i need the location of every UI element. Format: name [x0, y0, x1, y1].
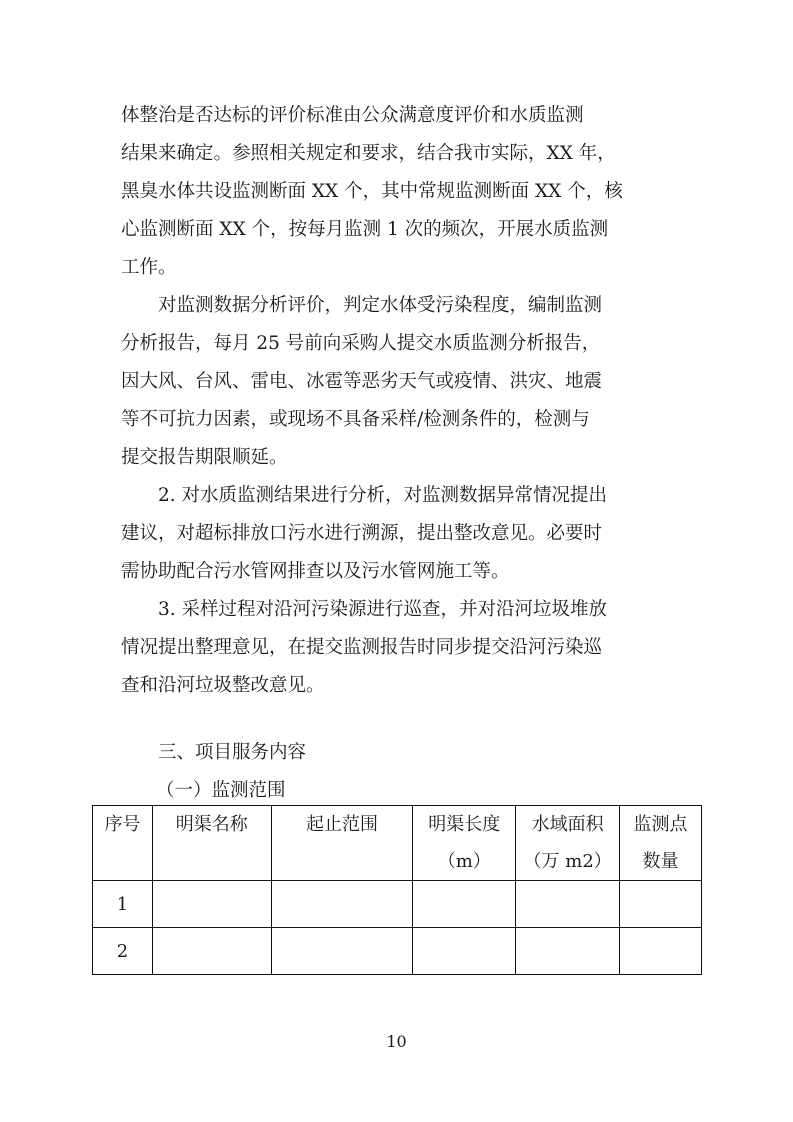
paragraph-2	[121, 287, 673, 477]
text-line: 对监测数据分析评价，判定水体受污染程度，编制监测	[158, 295, 603, 316]
table-cell	[271, 928, 413, 975]
header-cell-range: 起止范围	[271, 806, 413, 881]
table-cell: 2	[93, 928, 153, 975]
table-row	[93, 881, 702, 928]
paragraph-1	[121, 97, 673, 287]
table-cell	[516, 881, 620, 928]
text-line: 黑臭水体共设监测断面 XX 个，其中常规监测断面 XX 个，核	[121, 181, 623, 202]
table-cell	[413, 881, 516, 928]
table-cell: 1	[93, 881, 153, 928]
page-number: 10	[386, 1032, 407, 1051]
table-cell	[271, 881, 413, 928]
text-line: 3. 采样过程对沿河污染源进行巡查，并对沿河垃圾堆放	[158, 599, 608, 620]
table-cell	[620, 881, 702, 928]
text-line: 提交报告期限顺延。	[121, 447, 288, 468]
monitoring-scope-table	[92, 805, 702, 975]
header-cell-index: 序号	[93, 806, 153, 881]
header-cell-water-area: 水域面积 （万 m2）	[516, 806, 620, 881]
paragraph-4	[121, 591, 673, 705]
text-line: 工作。	[121, 257, 177, 278]
table-row	[93, 928, 702, 975]
table-cell	[413, 928, 516, 975]
text-line: 因大风、台风、雷电、冰雹等恶劣天气或疫情、洪灾、地震	[121, 371, 603, 392]
text-line: 等不可抗力因素，或现场不具备采样/检测条件的，检测与	[121, 409, 590, 430]
text-line: 2. 对水质监测结果进行分析，对监测数据异常情况提出	[158, 485, 608, 506]
text-line: 情况提出整理意见，在提交监测报告时同步提交沿河污染巡	[121, 637, 603, 658]
table-cell	[516, 928, 620, 975]
table-cell	[152, 881, 271, 928]
table-cell	[152, 928, 271, 975]
header-cell-length: 明渠长度 （m）	[413, 806, 516, 881]
text-line: 心监测断面 XX 个，按每月监测 1 次的频次，开展水质监测	[121, 219, 609, 240]
text-line: 体整治是否达标的评价标准由公众满意度评价和水质监测	[121, 105, 584, 126]
text-line: 结果来确定。参照相关规定和要求，结合我市实际，XX 年，	[121, 143, 616, 164]
paragraph-3	[121, 477, 673, 591]
table-header-row	[93, 806, 702, 881]
table-cell	[620, 928, 702, 975]
text-line: 需协助配合污水管网排查以及污水管网施工等。	[121, 561, 510, 582]
header-cell-monitoring-points: 监测点 数量	[620, 806, 702, 881]
section-heading: 三、项目服务内容	[158, 742, 307, 763]
header-cell-channel-name: 明渠名称	[152, 806, 271, 881]
text-line: 查和沿河垃圾整改意见。	[121, 675, 325, 696]
subsection-heading: （一）监测范围	[156, 780, 286, 801]
text-line: 建议，对超标排放口污水进行溯源，提出整改意见。必要时	[121, 523, 603, 544]
text-line: 分析报告，每月 25 号前向采购人提交水质监测分析报告，	[121, 333, 601, 354]
